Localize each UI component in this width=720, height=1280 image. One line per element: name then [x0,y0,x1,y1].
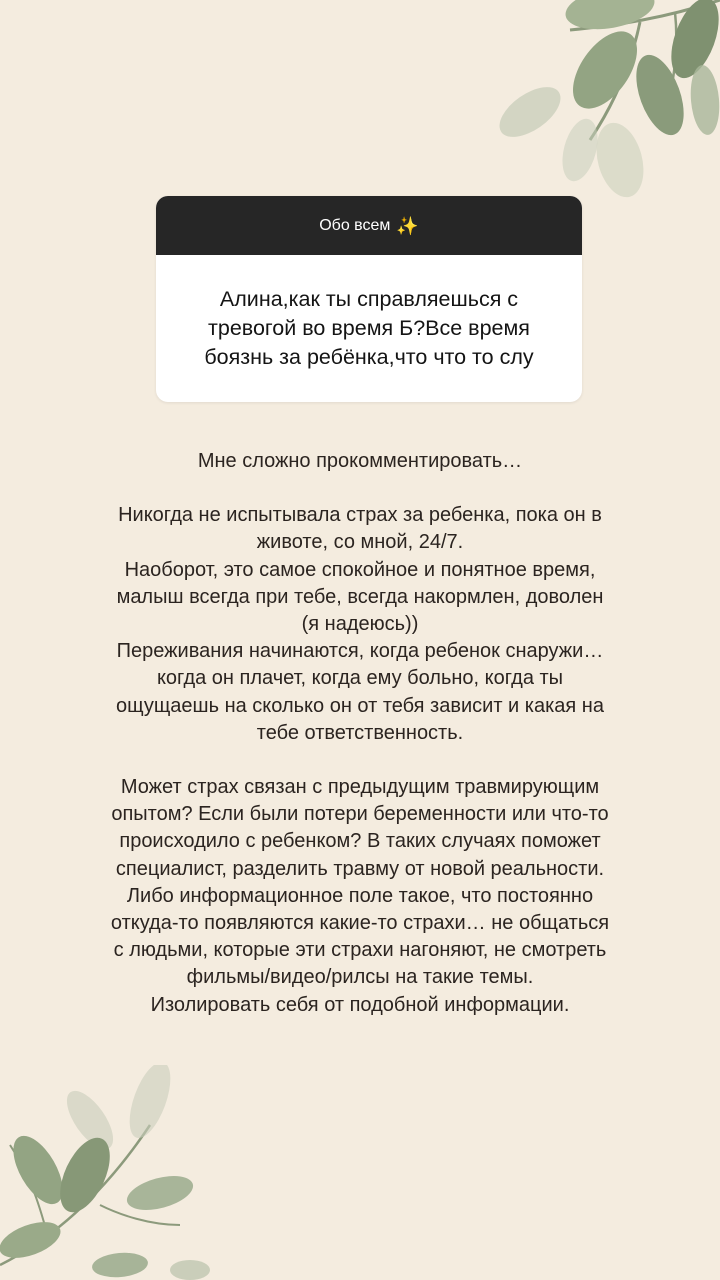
question-text: Алина,как ты справляешься с тревогой во время Б?Все время боязнь за ребёнка,что что то слу [204,287,534,369]
question-box-header [156,196,582,255]
question-box [156,196,582,402]
leaf-branch-bottom-left-icon [0,1065,215,1280]
answer-paragraph-advice: Может страх связан с предыдущим травмирующим опытом? Если были потери беременности или что-то происходило с ребенком? В таких случаях поможет специалист, разделить травму от новой реальности. Либо информационное поле такое, что постоянно откуда-то появляются какие-то страхи… не общаться с людьми, которые эти страхи нагоняют, не смотреть фильмы/видео/рилсы на такие темы. Изолировать себя от подобной информации. [110,776,610,1016]
answer-paragraph-intro: Мне сложно прокомментировать… [197,450,523,472]
leaf-branch-top-right-icon [490,0,720,215]
answer-paragraph-experience: Никогда не испытывала страх за ребенка, пока он в животе, со мной, 24/7. Наоборот, это самое спокойное и понятное время, малыш всегда при тебе, всегда накормлен, доволен (я надеюсь)) Переживания начинаются, когда ребенок снаружи… когда он плачет, когда ему больно, когда ты ощущаешь на сколько он от тебя зависит и какая на тебе ответственность. [116,504,604,744]
question-box-label: Обо всем [319,216,391,234]
question-box-body [156,255,582,402]
answer-text-block [40,448,680,1019]
sparkles-icon: ✨ [396,215,419,236]
